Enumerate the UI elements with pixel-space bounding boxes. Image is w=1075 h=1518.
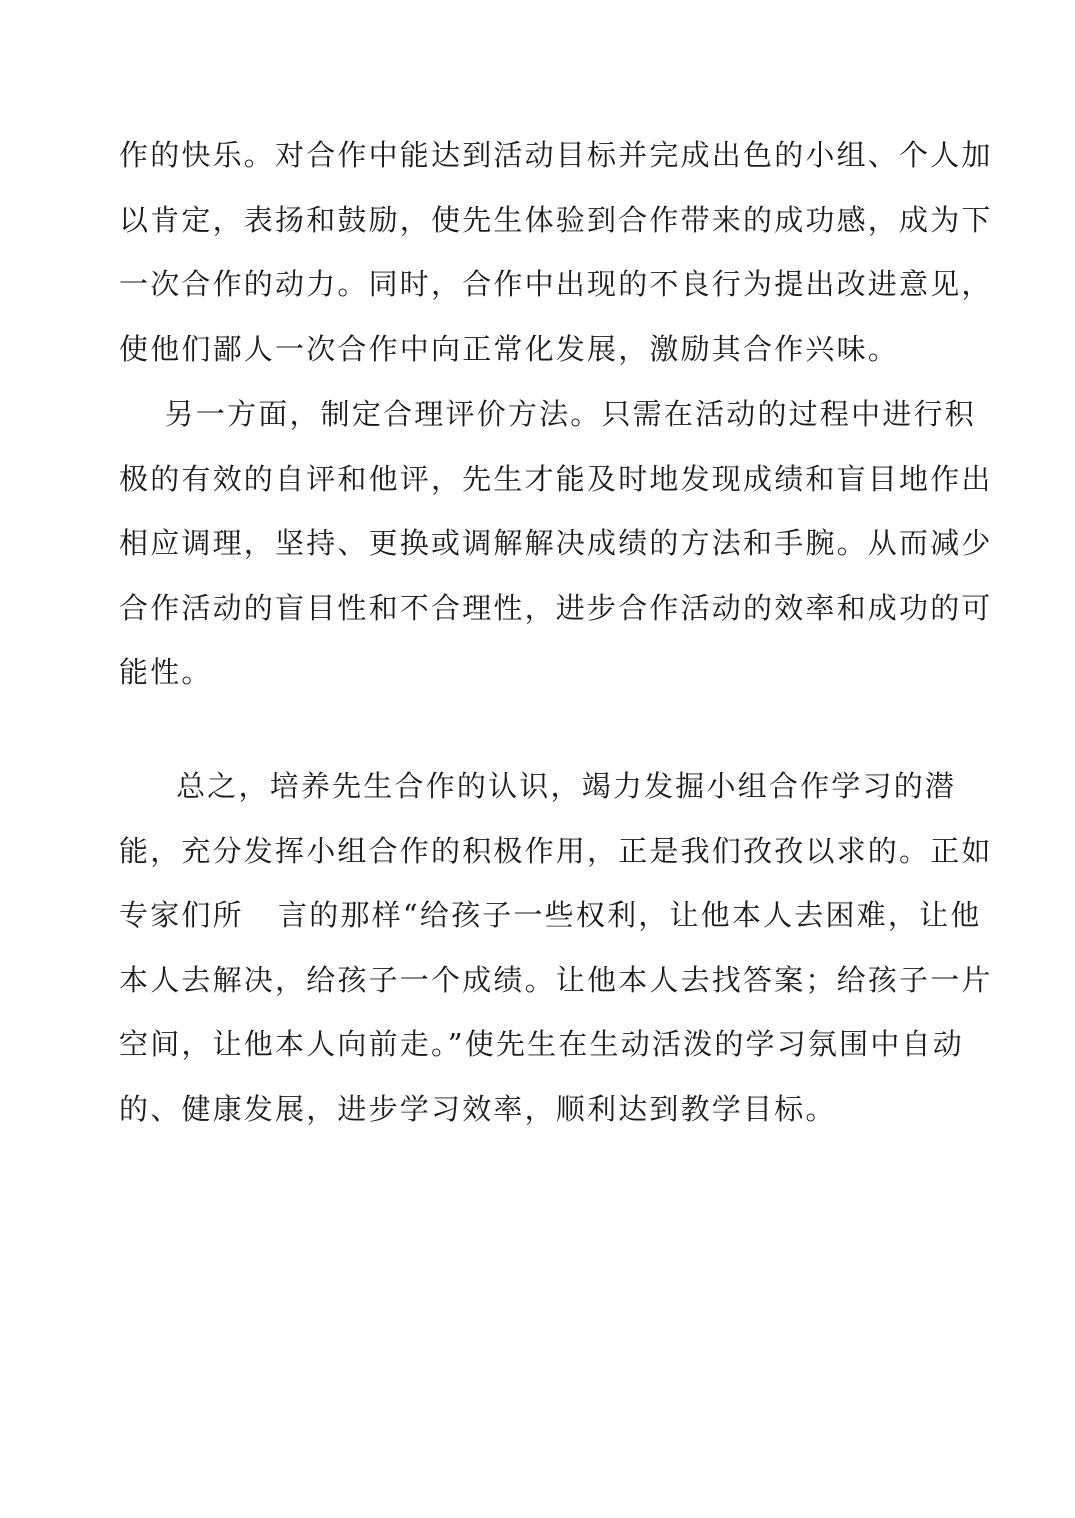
paragraph-2-line-1: 另一方面，制定合理评价方法。只需在活动的过程中进行积 (119, 397, 976, 431)
paragraph-2-line-2: 极的有效的自评和他评，先生才能及时地发现成绩和盲目地作出 (119, 461, 993, 496)
paragraph-3-line-5: 空间，让他本人向前走。”使先生在生动活泼的学习氛围中自动 (119, 1027, 964, 1061)
paragraph-1-line-2: 以肯定，表扬和鼓励，使先生体验到合作带来的成功感，成为下 (119, 202, 993, 237)
paragraph-1-line-4: 使他们鄙人一次合作中向正常化发展，激励其合作兴味。 (119, 331, 900, 366)
paragraph-2 (119, 382, 993, 705)
paragraph-2-line-4: 合作活动的盲目性和不合理性，进步合作活动的效率和成功的可 (119, 590, 993, 625)
paragraph-3-line-2: 能，充分发挥小组合作的积极作用，正是我们孜孜以求的。正如 (119, 833, 993, 868)
paragraph-3 (119, 754, 993, 1141)
paragraph-3-line-4: 本人去解决，给孩子一个成绩。让他本人去找答案；给孩子一片 (119, 962, 993, 997)
paragraph-2-line-5: 能性。 (119, 655, 213, 689)
paragraph-3-line-6: 的、健康发展，进步学习效率，顺利达到教学目标。 (119, 1091, 837, 1126)
paragraph-1 (119, 123, 993, 381)
paragraph-3-line-3: 专家们所 言的那样“给孩子一些权利，让他本人去困难，让他 (119, 898, 982, 932)
paragraph-3-line-1: 总之，培养先生合作的认识，竭力发掘小组合作学习的潜 (119, 769, 957, 803)
paragraph-1-line-3: 一次合作的动力。同时，合作中出现的不良行为提出改进意见， (119, 267, 993, 301)
paragraph-2-line-3: 相应调理，坚持、更换或调解解决成绩的方法和手腕。从而减少 (119, 526, 993, 560)
paragraph-1-line-1: 作的快乐。对合作中能达到活动目标并完成出色的小组、个人加 (119, 138, 993, 172)
